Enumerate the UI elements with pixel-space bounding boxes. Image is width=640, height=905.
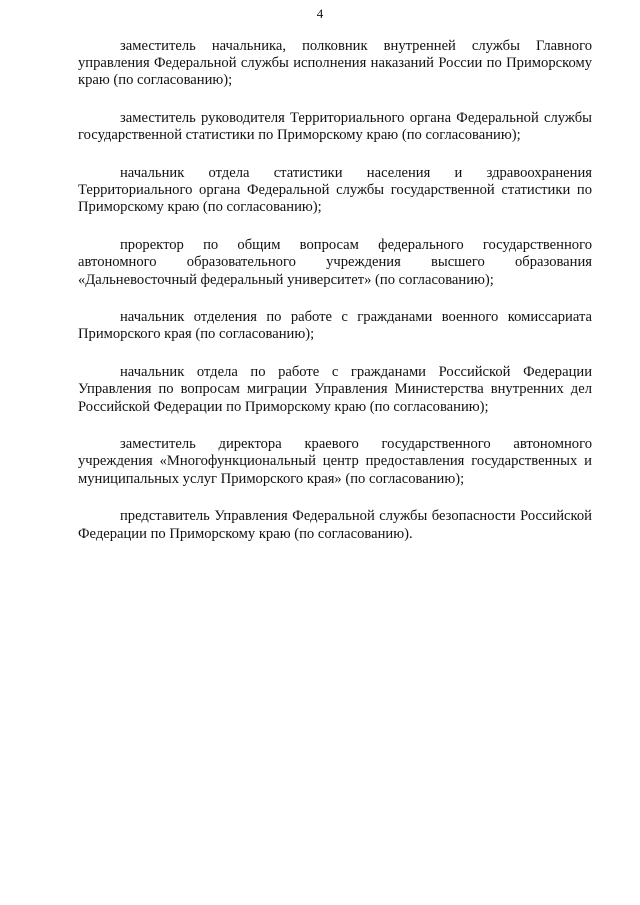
page-number: 4 xyxy=(316,6,324,21)
list-item: начальник отделения по работе с гражданами военного комиссариата Приморского края (по согласованию); xyxy=(78,309,592,343)
list-item: начальник отдела статистики населения и здравоохранения Территориального органа Федеральной службы государственной статистики по Приморскому краю (по согласованию); xyxy=(78,165,592,216)
list-item: заместитель руководителя Территориального органа Федеральной службы государственной статистики по Приморскому краю (по согласованию); xyxy=(78,110,592,144)
list-item: начальник отдела по работе с гражданами Российской Федерации Управления по вопросам миграции Управления Министерства внутренних дел Российской Федерации по Приморскому краю (по согласованию); xyxy=(78,364,592,415)
list-item: заместитель начальника, полковник внутренней службы Главного управления Федеральной службы исполнения наказаний России по Приморскому краю (по согласованию); xyxy=(78,38,592,89)
list-item: представитель Управления Федеральной службы безопасности Российской Федерации по Приморскому краю (по согласованию). xyxy=(78,508,592,542)
list-item: проректор по общим вопросам федерального государственного автономного образовательного учреждения высшего образования «Дальневосточный федеральный университет» (по согласованию); xyxy=(78,237,592,288)
document-body xyxy=(78,38,592,563)
list-item: заместитель директора краевого государственного автономного учреждения «Многофункциональный центр предоставления государственных и муниципальных услуг Приморского края» (по согласованию); xyxy=(78,436,592,487)
